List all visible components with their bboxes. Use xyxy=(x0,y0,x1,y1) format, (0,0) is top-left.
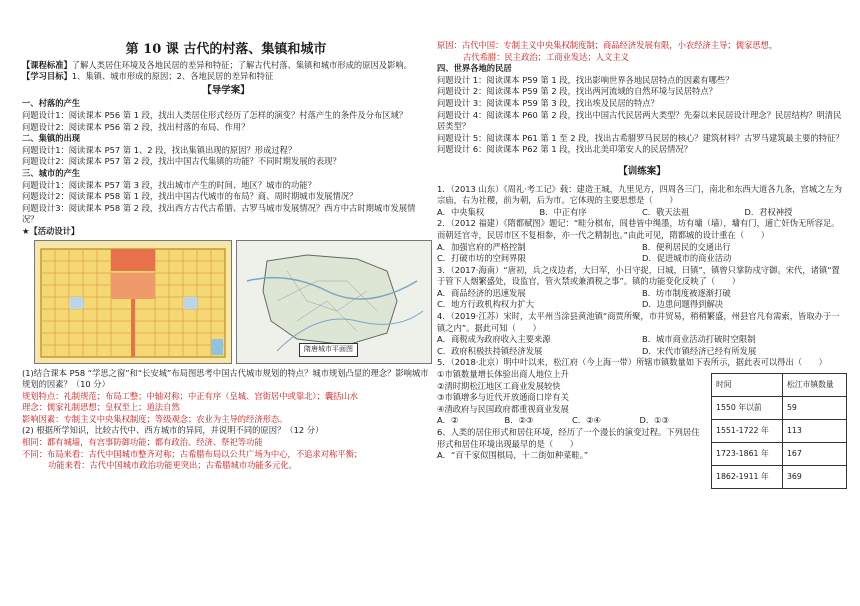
exercise-4-options xyxy=(437,334,847,357)
option: A．② xyxy=(437,415,459,426)
section-town: 二、集镇的出现 xyxy=(22,133,81,144)
item: ③市镇增多与近代开放通商口岸有关 xyxy=(437,392,569,403)
answer-factors: 影响因素：专制主义中央集权制度；等级观念；农业为主导的经济形态。 xyxy=(22,413,288,424)
question: 问题设计 2：阅读课本 P59 第 2 段，找出两河流域的自然环境与民居特点？ xyxy=(437,86,717,97)
question: 问题设计1：阅读课本 P56 第 1 段，找出人类居住形式经历了怎样的演变？村落产生的条件及分布区域？ xyxy=(22,109,408,120)
option: B．便利居民的交通出行 xyxy=(642,241,731,252)
option: C．②④ xyxy=(572,415,601,426)
answer-concept: 理念：儒家礼制思想；皇权至上；道法自然 xyxy=(22,402,180,413)
option: D．①③ xyxy=(639,415,670,426)
table-header-row xyxy=(712,374,847,397)
answer-reasons-greece: 古代希腊：民主政治；工商业发达；人文主义 xyxy=(463,51,629,62)
left-column xyxy=(22,0,430,472)
question: 问题设计1：阅读课本 P57 第 1、2 段，找出集镇出现的原因？形成过程？ xyxy=(22,144,297,155)
maps-row xyxy=(22,240,430,364)
section-dwellings: 四、世界各地的民居 xyxy=(437,63,512,74)
table-row xyxy=(712,420,847,443)
exercise-3: 3．（2017·海南）“唐初，兵之戍边者，大曰军，小曰守捉，曰城，曰镇”，镇曾只掌防戍守御。宋代，诸镇“置于管下人烟繁盛处，设监官，管火禁或兼酒税之事”。镇的功能变化反映了（ ） xyxy=(437,264,840,287)
table-header: 松江市镇数量 xyxy=(782,374,846,397)
answer-differences-function: 功能来看：古代中国城市政治功能更突出；古希腊城市功能多元化。 xyxy=(48,460,297,471)
question: 问题设计2：阅读课本 P56 第 2 段，找出村落的布局、作用？ xyxy=(22,121,250,132)
item: ②清时期松江地区工商业发展较快 xyxy=(437,380,561,391)
table-cell: 1723-1861 年 xyxy=(712,443,783,466)
option: C．打破市坊的空间界限 xyxy=(437,253,526,264)
option: B．城市商业活动打破时空限制 xyxy=(642,334,756,345)
answer-differences: 不同：布局来看：古代中国城市整齐对称；古希腊布局以公共广场为中心，不追求对称平衡； xyxy=(22,448,363,459)
option: D．边患问题得到解决 xyxy=(642,299,724,310)
question: 问题设计 6：阅读课本 P62 第 1 段，找出北美印第安人的民居情况？ xyxy=(437,144,693,155)
section-village: 一、村落的产生 xyxy=(22,98,81,109)
option: D．宋代市镇经济已经有所发展 xyxy=(642,345,757,356)
table-row xyxy=(712,397,847,420)
table-cell: 167 xyxy=(782,443,846,466)
town-count-table xyxy=(711,373,847,489)
question: 问题设计 4：阅读课本 P60 第 2 段，找出中国古代民居两大类型？先秦以来民居设计理念？民居结构？明清民居类型？ xyxy=(437,109,842,132)
option: D．君权神授 xyxy=(744,206,793,217)
answer-similarities: 相同：都有城墙，有宫事防御功能；都有政治、经济、祭祀等功能 xyxy=(22,437,263,448)
training-header: 【训练案】 xyxy=(618,165,666,177)
right-column xyxy=(437,40,847,482)
option: C．地方行政机构权力扩大 xyxy=(437,299,535,310)
option: B．中正有序 xyxy=(539,206,587,217)
table-row xyxy=(712,443,847,466)
table-cell: 113 xyxy=(782,420,846,443)
changan-city-map xyxy=(34,240,232,364)
option: A．商品经济的迅速发展 xyxy=(437,287,526,298)
exercise-2: 2．（2012 福建）《隋都赋图》题记：“畦分棋布，闾巷皆中绳墨，坊有墉（墙），墉有门，逋亡奸伪无所容足。而朝廷官寺，民居市区不复相参，亦一代之精制也。”由此可见，隋都城的设计重在（ ） xyxy=(437,218,840,240)
answer-reasons: 原因：古代中国：专制主义中央集权制度制；商品经济发展有限，小农经济主导；儒家思想， xyxy=(437,40,778,50)
lesson-title: 第 10 课 古代的村落、集镇和城市 xyxy=(125,42,327,57)
exercise-1: 1．（2013 山东）《周礼·考工记》载：建造王城，九里见方，四周各三门，南北和东西大道各九条，宫城之左为宗庙，右为社稷，前为朝，后为市。它体现的主要思想是（ ） xyxy=(437,183,843,206)
table-cell: 1550 年以前 xyxy=(712,397,783,420)
table-cell: 59 xyxy=(782,397,846,420)
option: B．坊市制度被逐渐打破 xyxy=(642,287,731,298)
question: 问题设计 1：阅读课本 P59 第 1 段，找出影响世界各地民居特点的因素有哪些？ xyxy=(437,74,734,85)
option: A．商税成为政府收入主要来源 xyxy=(437,334,551,345)
question: 问题设计 3：阅读课本 P59 第 3 段，找出埃及民居的特点？ xyxy=(437,97,659,108)
sui-tang-city-plan-map xyxy=(236,240,432,364)
section-city: 三、城市的产生 xyxy=(22,167,81,178)
exercise-5: 5．（2018·北京）明中叶以来，松江府（今上海一带）所辖市镇数量如下表所示，据此表可以得出（ ） xyxy=(437,357,827,368)
table-cell: 1862-1911 年 xyxy=(712,466,783,489)
answer-planning-features: 规划特点：礼制规范；布局工整；中轴对称；中正有序（皇城、宫街居中或靠北）；囊括山水 xyxy=(22,390,359,401)
item: ①市镇数量增长体验出商人地位上升 xyxy=(437,369,569,380)
activity-question-2: (2) 根据所学知识，比较古代中、西方城市的异同，并说明不同的原因？（12 分） xyxy=(22,425,324,436)
guide-header: 【导学案】 xyxy=(202,84,250,96)
table-row xyxy=(712,466,847,489)
option: A．加强官府的严格控制 xyxy=(437,241,526,252)
option: A．中央集权 xyxy=(437,206,485,217)
option: B．②③ xyxy=(504,415,534,426)
learning-goal: 【学习目标】1、集镇、城市形成的原因；2、各地民居的差异和特征 xyxy=(22,71,274,82)
question: 问题设计3：阅读课本 P58 第 2 段，找出西方古代古希腊、古罗马城市发展情况？西方中古时期城市发展情况？ xyxy=(22,202,416,225)
exercise-1-options xyxy=(437,207,847,219)
question: 问题设计2：阅读课本 P57 第 2 段，找出中国古代集镇的功能？不同时期发展的表现？ xyxy=(22,156,341,167)
question: 问题设计2：阅读课本 P58 第 1 段，找出中国古代城市的布局？商、周时期城市发展情况？ xyxy=(22,191,358,202)
exercise-5-items xyxy=(437,369,707,462)
table-cell: 1551-1722 年 xyxy=(712,420,783,443)
option: C．敬天法祖 xyxy=(642,206,690,217)
exercise-6: 6、人类的居住形式和居住环境，经历了一个漫长的演变过程。下列居住形式和居住环境出现最早的是（ ） xyxy=(437,427,700,449)
activity-header: ★【活动设计】 xyxy=(22,225,80,236)
option: D．促进城市的商业活动 xyxy=(642,253,732,264)
exercise-5-options xyxy=(437,415,707,427)
exercise-5-body xyxy=(437,369,847,482)
question: 问题设计1：阅读课本 P57 第 3 段，找出城市产生的时间、地区？城市的功能？ xyxy=(22,179,316,190)
exercise-4: 4．（2019·江苏）宋时，太平州当涂县黄池镇“商贾所聚，市井贸易，稍稍繁盛，州县官凡有需索，皆取办于一镇之内”。据此可知（ ） xyxy=(437,311,840,333)
item: ④清政府与民国政府都重视商业发展 xyxy=(437,403,569,414)
exercise-6-option-a: A．“百千家似围棋局，十二街如种菜畦。” xyxy=(437,450,589,461)
activity-question-1: (1)结合课本 P58 “学思之窗”和“长安城”布局图思考中国古代城市规划的特点？城市规划凸显的理念？影响城市规划的因素？（10 分） xyxy=(22,367,429,390)
option: C．政府积极扶持镇经济发展 xyxy=(437,345,543,356)
table-cell: 369 xyxy=(782,466,846,489)
exercise-2-options xyxy=(437,242,847,265)
question: 问题设计 5：阅读课本 P61 第 1 至 2 段，找出古希腊罗马民居的核心？建筑材料？古罗马建筑最主要的特征？ xyxy=(437,132,844,143)
exercise-3-options xyxy=(437,288,847,311)
course-standard: 【课程标准】了解人类居住环境及各地民居的差异和特征；了解古代村落、集镇和城市形成的原因及影响。 xyxy=(22,59,412,70)
table-header: 时间 xyxy=(712,374,783,397)
map-caption: 隋唐城市平面图 xyxy=(299,343,358,357)
